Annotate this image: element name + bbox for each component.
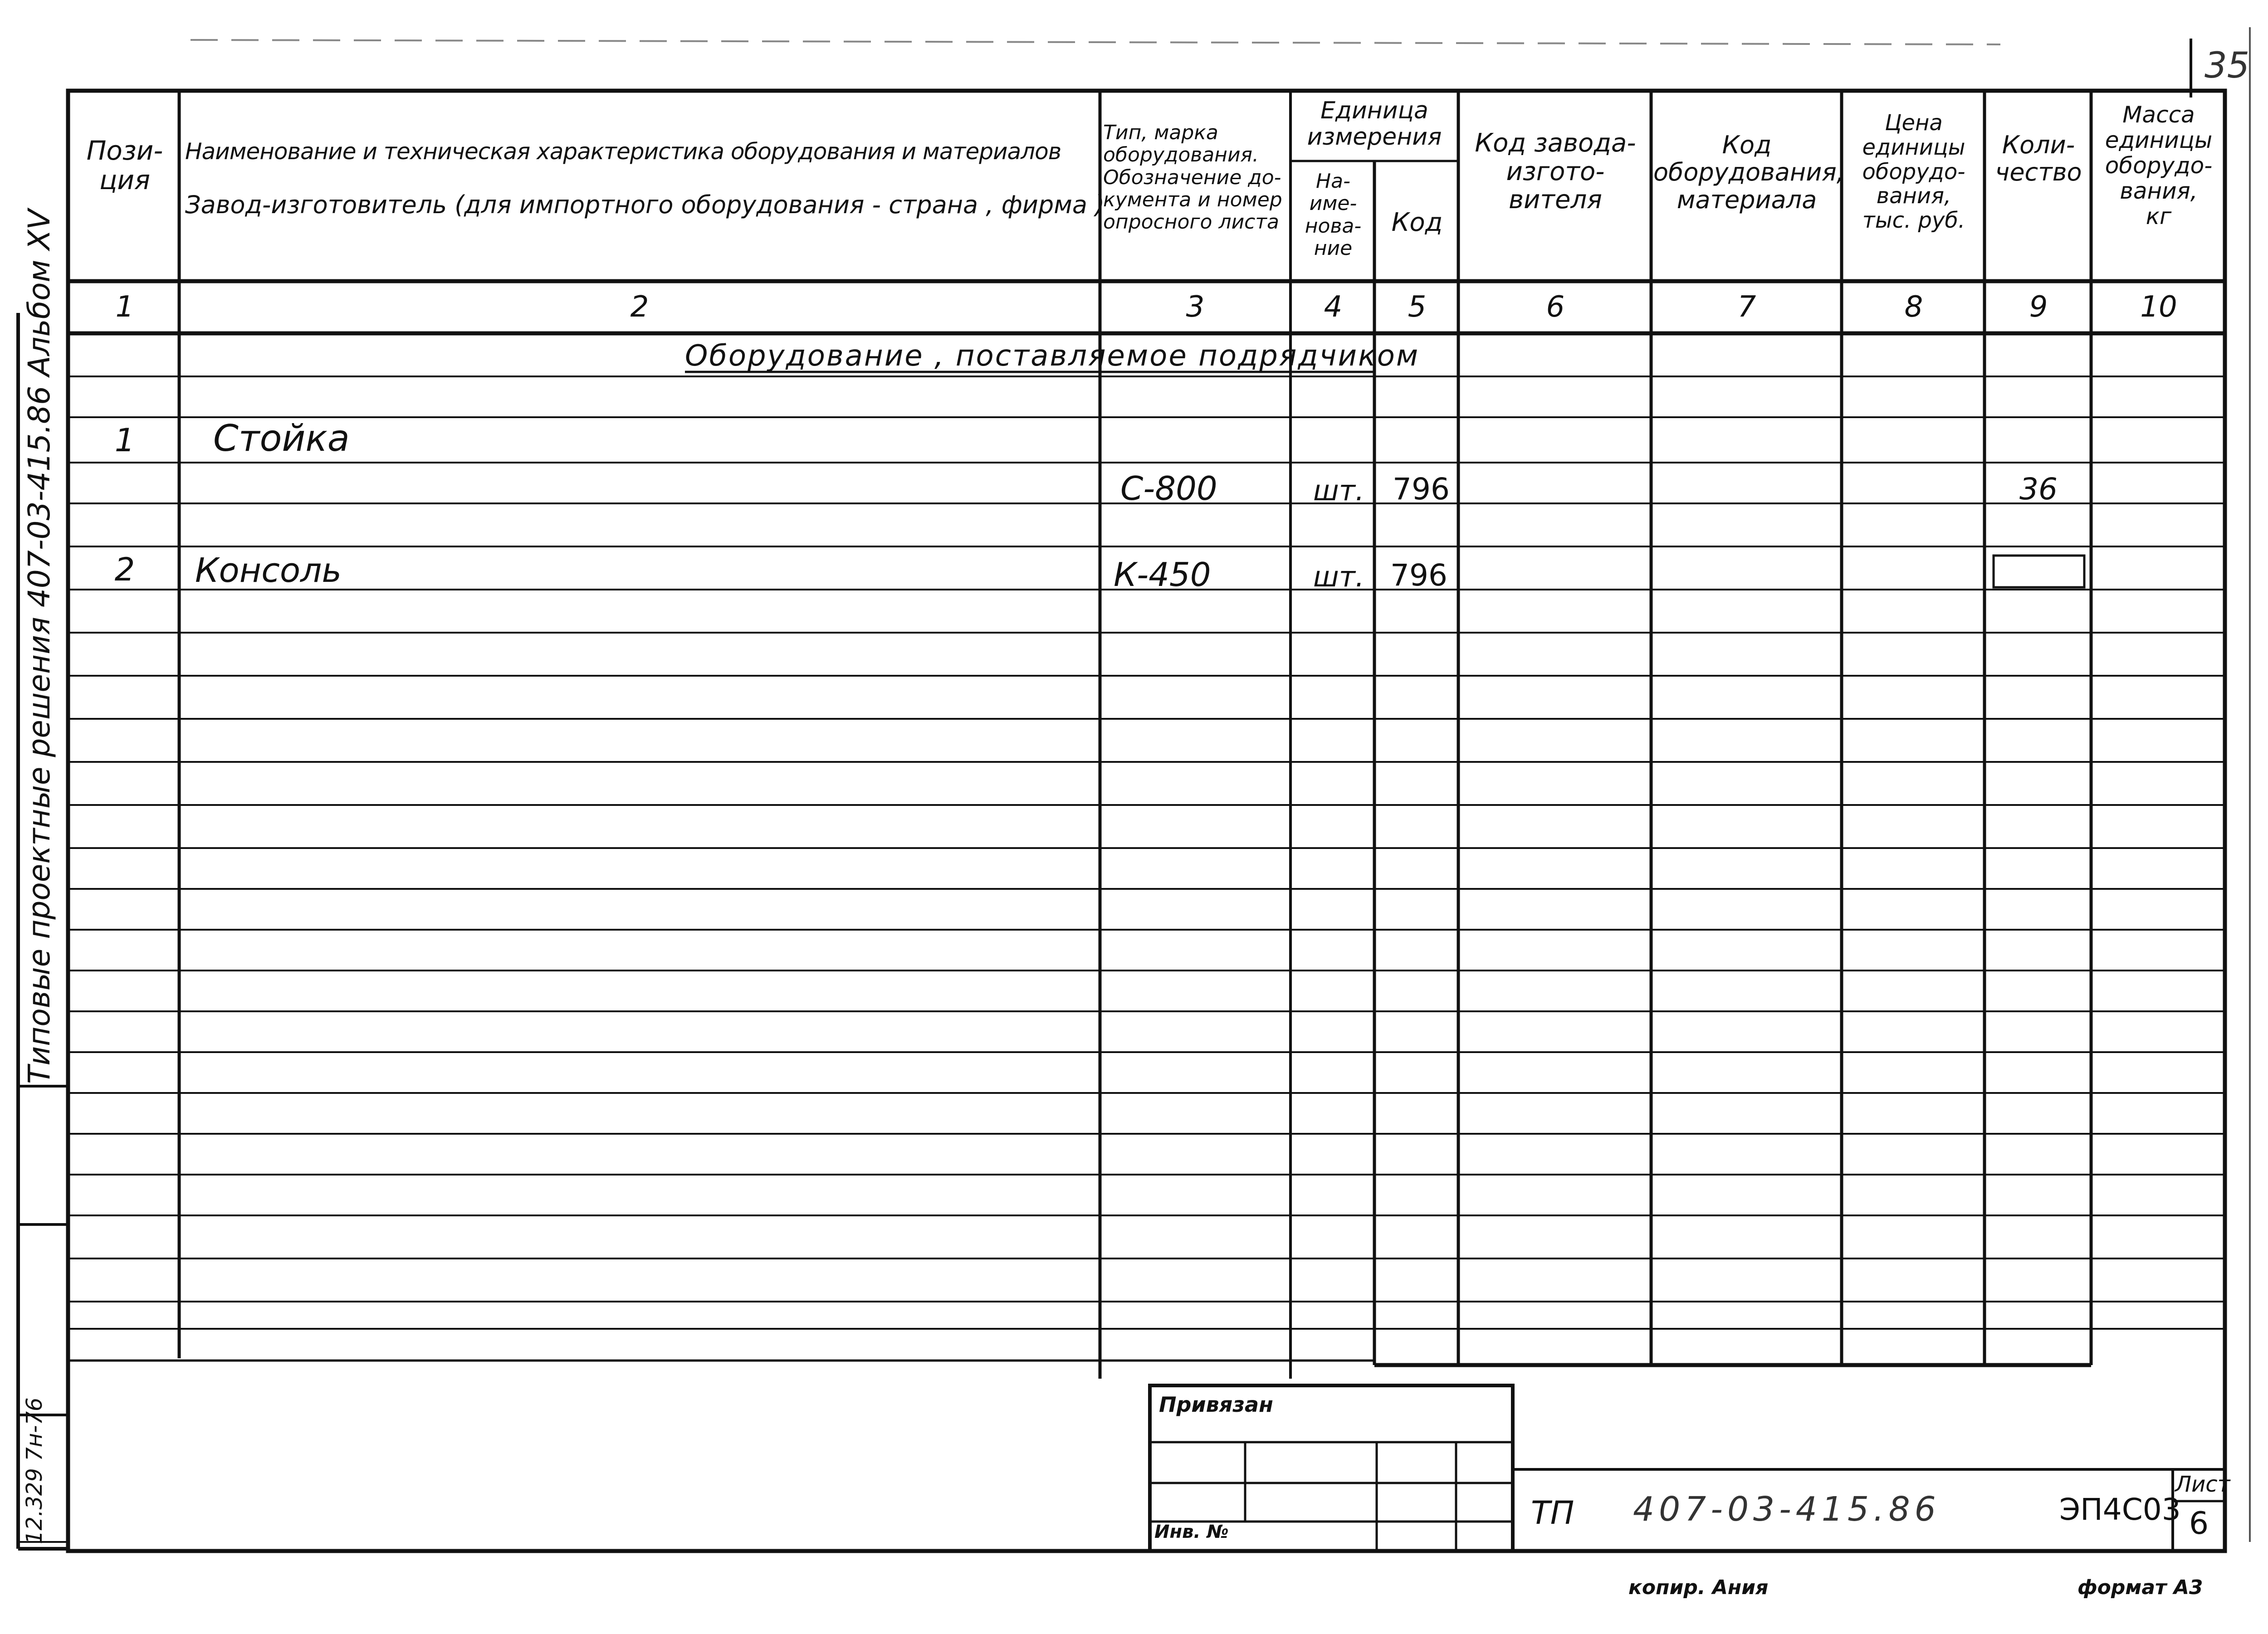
header-equipment-code: Код оборудования, материала bbox=[1653, 131, 1844, 214]
header-name-line1: Наименование и техническая характеристика оборудования и материалов bbox=[185, 138, 1061, 165]
row-1-quantity: 36 bbox=[2019, 472, 2058, 507]
row-1-code: 796 bbox=[1393, 472, 1450, 507]
column-number-9: 9 bbox=[2029, 290, 2048, 324]
row-1-unit: шт. bbox=[1313, 474, 1364, 507]
column-number-3: 3 bbox=[1186, 290, 1205, 324]
row-2-code: 796 bbox=[1390, 558, 1447, 593]
row-1-position: 1 bbox=[114, 422, 135, 459]
row-2-unit: шт. bbox=[1313, 560, 1364, 593]
header-position: Пози- ция bbox=[86, 135, 163, 195]
stamp-tp-number: 407-03-415.86 bbox=[1633, 1490, 1941, 1529]
stamp-tp-label: ТП bbox=[1531, 1494, 1574, 1532]
row-2-name: Консоль bbox=[195, 551, 342, 590]
stamp-sheet-label: Лист bbox=[2175, 1472, 2230, 1497]
stamp-sheet-value: 6 bbox=[2189, 1506, 2209, 1541]
column-number-4: 4 bbox=[1324, 290, 1343, 324]
header-price: Цена единицы оборудо- вания, тыс. руб. bbox=[1862, 110, 1965, 233]
section-title: Оборудование , поставляемое подрядчиком bbox=[685, 339, 1420, 373]
column-number-10: 10 bbox=[2140, 290, 2177, 324]
column-number-8: 8 bbox=[1904, 290, 1923, 324]
inventory-code-vertical: 12.329 7н-76 bbox=[22, 1397, 47, 1544]
header-mass: Масса единицы оборудо- вания, кг bbox=[2105, 102, 2213, 229]
row-2-position: 2 bbox=[114, 551, 135, 588]
row-2-type: К-450 bbox=[1114, 556, 1211, 594]
header-name-line2: Завод-изготовитель (для импортного оборудования - страна , фирма ) bbox=[185, 190, 1105, 219]
sheet-number-corner: 35 bbox=[2204, 45, 2250, 86]
stamp-doc-code: ЭП4С03 bbox=[2059, 1492, 2181, 1527]
row-1-name: Стойка bbox=[213, 417, 350, 459]
stamp-linked-label: Привязан bbox=[1159, 1392, 1273, 1417]
header-quantity: Коли- чество bbox=[1995, 131, 2082, 187]
stamp-inventory-label: Инв. № bbox=[1154, 1522, 1229, 1542]
header-maker-code: Код завода- изгото- вителя bbox=[1475, 128, 1636, 215]
series-title-vertical: Типовые проектные решения 407-03-415.86 Альбом XV bbox=[22, 209, 57, 1084]
column-number-1: 1 bbox=[115, 290, 134, 324]
column-number-2: 2 bbox=[630, 290, 649, 324]
footer-format: формат А3 bbox=[2077, 1576, 2203, 1599]
header-type: Тип, марка оборудования. Обозначение до- кумента и номер опросного листа bbox=[1103, 121, 1282, 234]
header-unit-code: Код bbox=[1391, 208, 1443, 237]
row-1-type: C-800 bbox=[1120, 469, 1217, 507]
header-unit-group: Единица измерения bbox=[1307, 97, 1442, 151]
column-number-7: 7 bbox=[1737, 290, 1756, 324]
column-number-6: 6 bbox=[1546, 290, 1565, 324]
footer-copied-by: копир. Ания bbox=[1628, 1576, 1769, 1599]
header-unit-name: На- име- нова- ние bbox=[1305, 170, 1362, 260]
column-number-5: 5 bbox=[1408, 290, 1427, 324]
